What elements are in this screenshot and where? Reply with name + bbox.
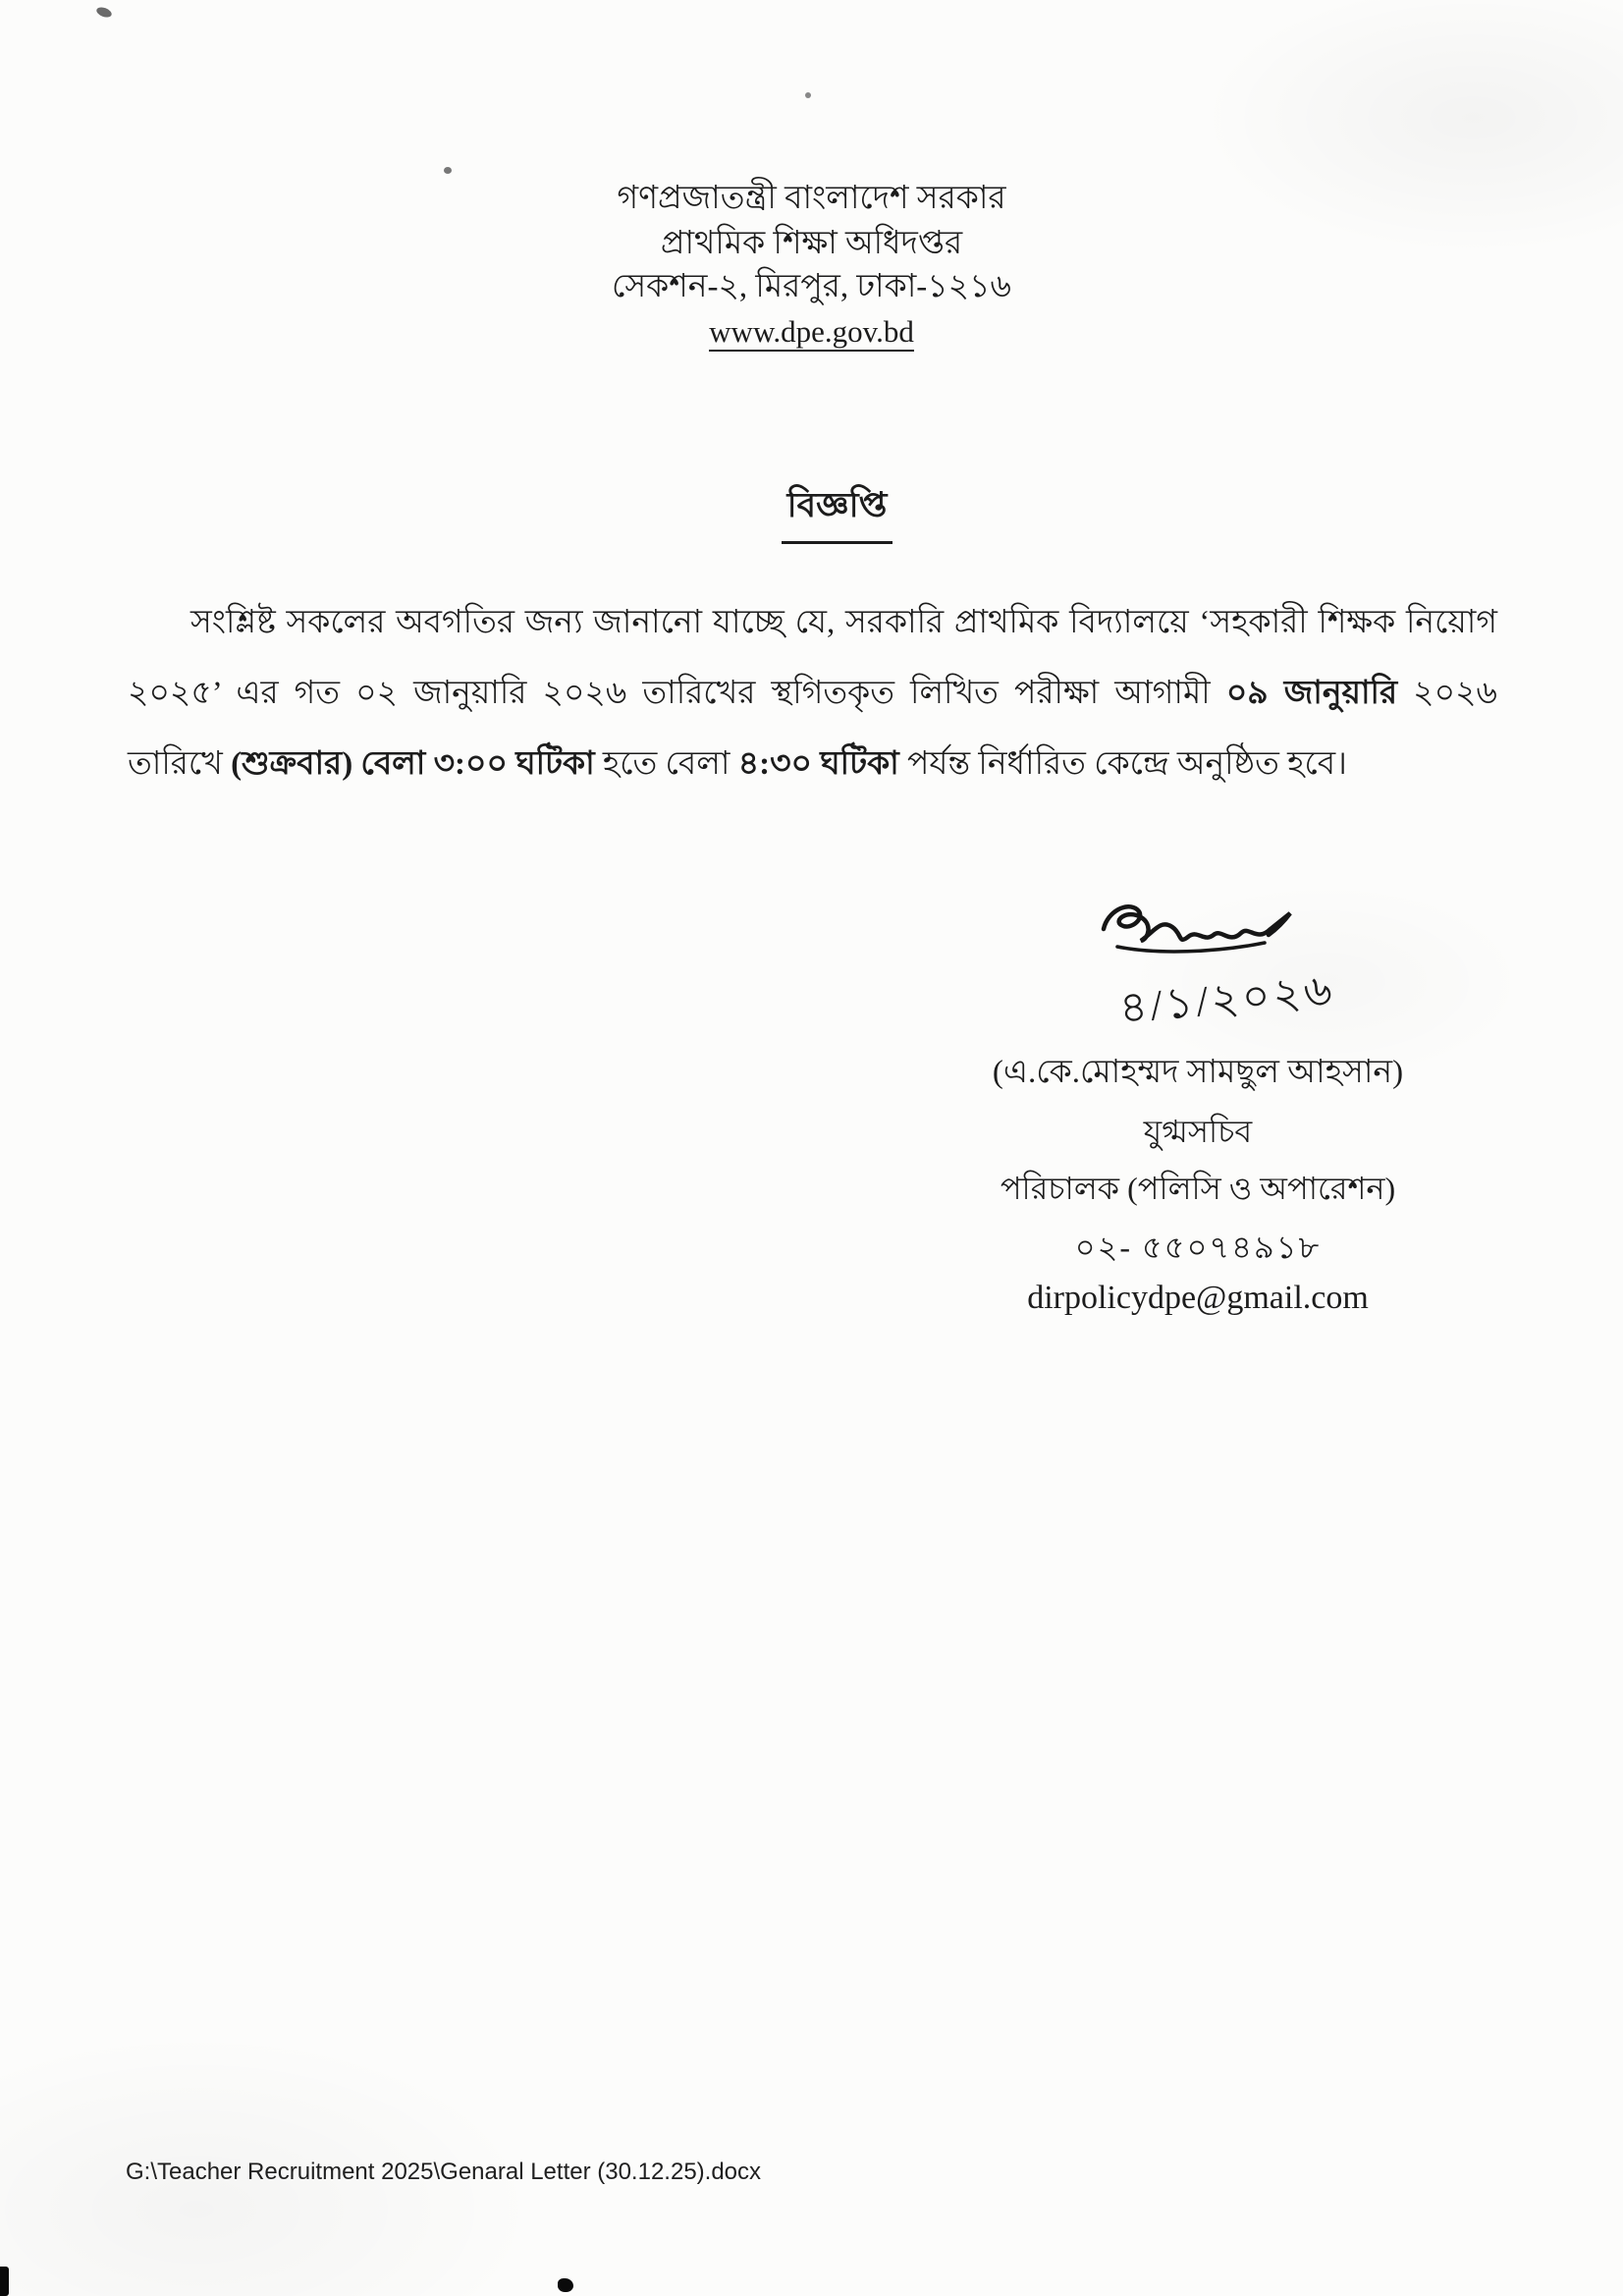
signatory-email: dirpolicydpe@gmail.com: [1027, 1280, 1369, 1316]
body-segment: (শুক্রবার) বেলা ৩:০০ ঘটিকা: [231, 746, 595, 782]
website-url: www.dpe.gov.bd: [709, 314, 914, 352]
handwritten-date: ৪/১/২০২৬: [1117, 965, 1337, 1033]
body-segment: ৪:৩০ ঘটিকা: [737, 746, 899, 782]
letterhead-government-line: গণপ্রজাতন্ত্রী বাংলাদেশ সরকার: [617, 181, 1006, 216]
scan-speck: [805, 92, 811, 98]
signatory-designation: যুগ্মসচিব: [1143, 1114, 1253, 1149]
letterhead-website-line: [0, 314, 1623, 350]
scan-edge-mark: [0, 2267, 9, 2296]
notice-title-row: [0, 478, 1623, 544]
notice-title: বিজ্ঞপ্তি: [782, 478, 893, 544]
scan-edge-mark: [558, 2278, 573, 2292]
document-file-path: G:\Teacher Recruitment 2025\Genaral Letter (30.12.25).docx: [126, 2159, 762, 2185]
letterhead-directorate-line: প্রাথমিক শিক্ষা অধিদপ্তর: [660, 226, 963, 261]
notice-body: [128, 587, 1497, 799]
body-segment: হতে বেলা: [594, 746, 738, 782]
letterhead-address-line: সেকশন-২, মিরপুর, ঢাকা-১২১৬: [611, 269, 1012, 304]
signature-block: [982, 896, 1414, 1317]
body-segment: পর্যন্ত নির্ধারিত কেন্দ্রে অনুষ্ঠিত হবে।: [898, 746, 1347, 782]
handwritten-signature-icon: [1098, 896, 1304, 972]
signatory-phone: ০২- ৫৫০৭৪৯১৮: [1074, 1230, 1322, 1265]
signatory-role: পরিচালক (পলিসি ও অপারেশন): [1000, 1171, 1396, 1206]
signatory-name: (এ.কে.মোহম্মদ সামছুল আহসান): [992, 1055, 1404, 1090]
scan-speck: [95, 6, 113, 20]
body-segment: সংশ্লিষ্ট সকলের অবগতির জন্য জানানো যাচ্ছে যে, সরকারি প্রাথমিক বিদ্যালয়ে ‘সহকারী শিক্ষক নিয়োগ ২০২৫’ এর গত ০২ জানুয়ারি ২০২৬ তারিখের স্থগিতকৃত লিখিত পরীক্ষা আগামী: [128, 605, 1497, 711]
body-segment: ২০২৬ তারিখে: [128, 676, 1497, 782]
body-segment: ০৯ জানুয়ারি: [1225, 676, 1398, 711]
scan-speck: [444, 167, 452, 174]
